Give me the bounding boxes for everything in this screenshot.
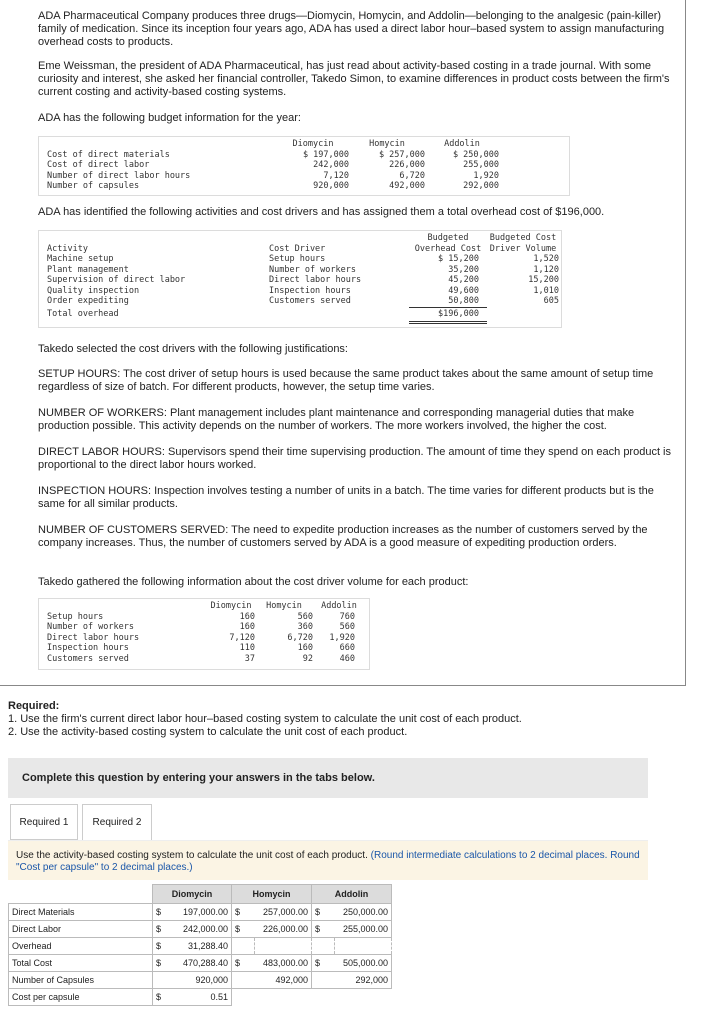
cost-driver: Direct labor hours [269, 275, 362, 285]
justify-inspection-hours: INSPECTION HOURS: Inspection involves testing a number of units in a batch. The time varies for different products but is the same for all similar products. [38, 485, 654, 510]
volume-row-label: Customers served [47, 653, 129, 664]
justify-direct-labor-hours: DIRECT LABOR HOURS: Supervisors spend their time supervising production. The amount of time they spend on each product is proportional to the direct labor hours worked. [38, 446, 672, 471]
intro-paragraph-2: Eme Weissman, the president of ADA Pharmaceutical, has just read about activity-based costing in a trade journal. With some curiosity and interest, she asked her financial controller, Takedo Simon, to examine differences in product costs between the firm's current costing and activity-based costing systems. [38, 60, 670, 98]
answer-row-label: Number of Capsules [9, 972, 153, 989]
answer-input-addolin[interactable]: 292,000 [335, 972, 392, 989]
volume-intro: Takedo gathered the following information about the cost driver volume for each product: [38, 576, 469, 588]
cost-driver: Number of workers [269, 264, 356, 275]
answer-row-direct-materials [9, 904, 392, 921]
budget-header-homycin: Homycin [369, 139, 405, 149]
header-budgeted-cost: Budgeted Cost [489, 233, 557, 243]
volume-cell: 160 [297, 643, 313, 653]
currency-symbol [153, 972, 176, 989]
budget-cell: 226,000 [389, 160, 425, 170]
volume-header-diomycin: Diomycin [210, 601, 252, 611]
answer-input-diomycin[interactable]: 242,000.00 [175, 921, 232, 938]
activity-name: Supervision of direct labor [47, 275, 186, 285]
currency-symbol: $ [312, 904, 335, 921]
budget-cell: 6,720 [399, 170, 425, 181]
volume-cell: 360 [297, 622, 313, 632]
volume-cell: 1,920 [329, 632, 355, 643]
cost-driver: Setup hours [269, 254, 326, 264]
header-budgeted: Budgeted [427, 233, 469, 243]
tab-required-1[interactable]: Required 1 [10, 804, 78, 840]
currency-symbol [232, 938, 255, 955]
answer-input-homycin[interactable]: 492,000 [255, 972, 312, 989]
answer-input-homycin[interactable] [255, 938, 312, 955]
volume-row-label: Number of workers [47, 622, 134, 632]
header-cost-driver: Cost Driver [269, 243, 326, 254]
driver-volume: 15,200 [528, 275, 559, 285]
header-activity: Activity [47, 243, 88, 254]
currency-symbol: $ [153, 989, 176, 1006]
budget-cell: 492,000 [389, 181, 425, 191]
volume-cell: 37 [244, 653, 255, 664]
required-2-text: 2. Use the activity-based costing system to calculate the unit cost of each product. [8, 726, 408, 738]
required-section [8, 700, 688, 739]
answer-row-label: Cost per capsule [9, 989, 153, 1006]
answer-row-label: Direct Materials [9, 904, 153, 921]
budget-cell: $ 257,000 [378, 149, 425, 160]
currency-symbol: $ [232, 904, 255, 921]
activity-name: Plant management [47, 264, 129, 275]
answer-input-addolin[interactable]: 250,000.00 [335, 904, 392, 921]
budget-header-addolin: Addolin [444, 139, 480, 149]
answer-row-overhead [9, 938, 392, 955]
answer-row-label: Overhead [9, 938, 153, 955]
answer-input-homycin [255, 989, 312, 1006]
activity-name: Machine setup [47, 254, 114, 264]
volume-cell: 660 [339, 643, 355, 653]
justify-intro: Takedo selected the cost drivers with the following justifications: [38, 343, 348, 355]
answer-row-number-of-capsules [9, 972, 392, 989]
justify-setup-hours: SETUP HOURS: The cost driver of setup hours is used because the same product takes about the same amount of setup time regardless of size of batch. For different products, however, the setup time varies. [38, 368, 654, 393]
answer-row-label: Total Cost [9, 955, 153, 972]
overhead-cost: $ 15,200 [438, 254, 479, 264]
instructions-banner: Complete this question by entering your answers in the tabs below. [8, 758, 648, 798]
budget-cell: 920,000 [313, 181, 349, 191]
header-overhead-cost: Overhead Cost [414, 243, 482, 254]
volume-cell: 110 [239, 643, 255, 653]
budget-cell: 255,000 [463, 160, 499, 170]
currency-symbol: $ [153, 938, 176, 955]
answer-input-addolin [335, 989, 392, 1006]
currency-symbol: $ [232, 955, 255, 972]
answer-input-addolin[interactable]: 255,000.00 [335, 921, 392, 938]
answer-row-label: Direct Labor [9, 921, 153, 938]
cost-driver: Customers served [269, 296, 351, 307]
currency-symbol [232, 972, 255, 989]
volume-cell: 92 [302, 653, 313, 664]
budget-cell: $ 250,000 [452, 149, 499, 160]
currency-symbol: $ [312, 921, 335, 938]
budget-table [38, 136, 570, 196]
overhead-cost: 50,800 [409, 296, 487, 307]
driver-volume: 1,010 [533, 285, 559, 296]
required-1-text: 1. Use the firm's current direct labor hour–based costing system to calculate the unit cost of each product. [8, 713, 522, 725]
answer-input-diomycin[interactable]: 0.51 [175, 989, 232, 1006]
required-title: Required: [8, 700, 60, 712]
currency-symbol: $ [153, 904, 176, 921]
answer-input-homycin[interactable]: 226,000.00 [255, 921, 312, 938]
budget-cell: 292,000 [463, 181, 499, 191]
instructions-rounding-note: (Round intermediate calculations to 2 decimal places. Round "Cost per capsule" to 2 decimal places.) [16, 850, 640, 873]
budget-header-diomycin: Diomycin [292, 139, 334, 149]
budget-cell: $ 197,000 [302, 149, 349, 160]
currency-symbol [312, 972, 335, 989]
driver-volume-table [38, 598, 370, 670]
activities-table [38, 230, 562, 328]
volume-cell: 160 [239, 611, 255, 622]
instructions-main: Use the activity-based costing system to calculate the unit cost of each product. [16, 850, 368, 861]
currency-symbol: $ [232, 921, 255, 938]
volume-header-addolin: Addolin [321, 601, 357, 611]
volume-cell: 460 [339, 653, 355, 664]
answer-input-homycin[interactable]: 257,000.00 [255, 904, 312, 921]
justify-number-of-workers: NUMBER OF WORKERS: Plant management includes plant maintenance and corresponding managerial duties that make production possible. This activity depends on the number of workers. The more workers involved, the higher the cost. [38, 407, 635, 432]
answer-input-addolin[interactable] [335, 938, 392, 955]
answer-header-diomycin: Diomycin [153, 885, 232, 904]
volume-row-label: Setup hours [47, 611, 104, 622]
answer-input-addolin[interactable]: 505,000.00 [335, 955, 392, 972]
budget-cell: 242,000 [313, 160, 349, 170]
answer-header-addolin: Addolin [312, 885, 392, 904]
answer-input-diomycin[interactable]: 920,000 [175, 972, 232, 989]
answer-row-direct-labor [9, 921, 392, 938]
justify-customers-served: NUMBER OF CUSTOMERS SERVED: The need to expedite production increases as the number of customers served by the company increases. Thus, the number of customers served by ADA is a good measure of expediting production orders. [38, 524, 648, 549]
volume-row-label: Inspection hours [47, 643, 129, 653]
budget-cell: 1,920 [473, 170, 499, 181]
tab-required-2[interactable]: Required 2 [82, 804, 152, 840]
activity-name: Order expediting [47, 296, 129, 307]
total-overhead-label: Total overhead [47, 309, 119, 320]
volume-cell: 560 [297, 611, 313, 622]
budget-cell: 7,120 [323, 170, 349, 181]
currency-symbol: $ [153, 921, 176, 938]
budget-row-label: Cost of direct labor [47, 160, 150, 170]
budget-row-label: Number of capsules [47, 181, 140, 191]
overhead-cost: 45,200 [448, 275, 479, 285]
answer-row-cost-per-capsule [9, 989, 392, 1006]
activities-intro: ADA has identified the following activities and cost drivers and has assigned them a total overhead cost of $196,000. [38, 206, 605, 218]
volume-header-homycin: Homycin [266, 601, 302, 611]
answer-input-diomycin[interactable]: 197,000.00 [175, 904, 232, 921]
volume-cell: 560 [339, 622, 355, 632]
question-instructions [8, 840, 648, 880]
intro-paragraph-1: ADA Pharmaceutical Company produces three drugs—Diomycin, Homycin, and Addolin—belonging to the analgesic (pain-killer) family of medication. Since its inception four years ago, ADA has used a direct labor hour–based system to assign manufacturing overhead costs to products. [38, 10, 665, 48]
total-overhead-value: $196,000 [409, 307, 487, 322]
volume-cell: 6,720 [287, 632, 313, 643]
volume-cell: 7,120 [229, 632, 255, 643]
volume-row-label: Direct labor hours [47, 632, 140, 643]
header-driver-volume: Driver Volume [489, 243, 557, 254]
currency-symbol [312, 938, 335, 955]
overhead-cost: 49,600 [448, 285, 479, 296]
activity-name: Quality inspection [47, 285, 140, 296]
driver-volume: 1,120 [533, 264, 559, 275]
answer-input-diomycin[interactable]: 31,288.40 [175, 938, 232, 955]
budget-row-label: Number of direct labor hours [47, 170, 191, 181]
driver-volume: 1,520 [533, 254, 559, 264]
answer-input-diomycin[interactable]: 470,288.40 [175, 955, 232, 972]
answer-row-total-cost [9, 955, 392, 972]
currency-symbol: $ [312, 955, 335, 972]
answer-input-homycin[interactable]: 483,000.00 [255, 955, 312, 972]
overhead-cost: 35,200 [448, 264, 479, 275]
answer-table [8, 884, 392, 1006]
volume-cell: 160 [239, 622, 255, 632]
cost-driver: Inspection hours [269, 285, 351, 296]
answer-header-homycin: Homycin [232, 885, 312, 904]
currency-symbol [232, 989, 255, 1006]
intro-paragraph-3: ADA has the following budget information for the year: [38, 112, 301, 124]
currency-symbol [312, 989, 335, 1006]
budget-row-label: Cost of direct materials [47, 149, 170, 160]
volume-cell: 760 [339, 611, 355, 622]
currency-symbol: $ [153, 955, 176, 972]
driver-volume: 605 [543, 296, 559, 307]
